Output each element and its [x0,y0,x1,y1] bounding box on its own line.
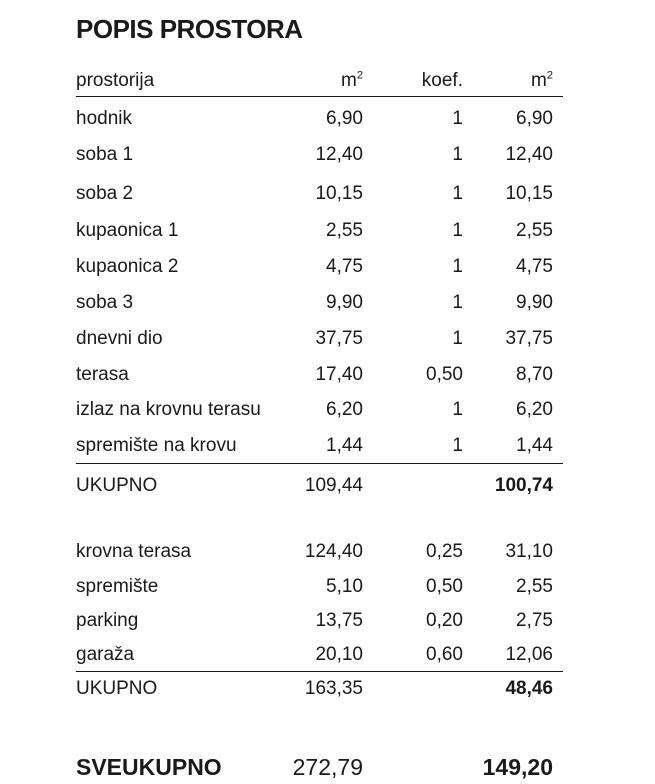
room-name: spremište na krovu [76,435,237,456]
table-row [76,216,563,246]
total-net: 100,74 [494,475,553,496]
room-koef: 1 [452,108,463,129]
room-koef: 1 [452,183,463,204]
table-row [76,288,563,318]
room-koef: 1 [452,292,463,313]
section1-divider [76,463,563,464]
room-name: parking [76,610,139,631]
room-area: 37,75 [315,328,363,349]
header-area: $m^2$ [341,69,363,91]
room-koef: 1 [452,399,463,420]
table-row [76,395,563,425]
room-area: 12,40 [315,144,363,165]
header-divider [76,96,563,97]
total-area: 109,44 [304,475,363,496]
table-row [76,179,563,209]
room-net: 2,55 [516,576,553,597]
room-name: krovna terasa [76,541,192,562]
room-net: 37,75 [505,328,553,349]
section2-divider [76,671,563,672]
room-net: 4,75 [516,256,553,277]
room-name: izlaz na krovnu terasu [76,399,261,420]
room-net: 12,40 [505,144,553,165]
page-title: POPIS PROSTORA [76,14,303,44]
room-koef: 0,25 [426,541,463,562]
room-net: 2,55 [516,220,553,241]
table-row [76,572,563,602]
room-name: kupaonica 2 [76,256,179,277]
room-koef: 1 [452,328,463,349]
room-area: 9,90 [326,292,363,313]
section2-total-row [76,674,563,704]
room-net: 8,70 [516,364,553,385]
section1-total-row [76,471,563,501]
room-koef: 0,50 [426,576,463,597]
room-net: 12,06 [505,644,553,665]
room-name: dnevni dio [76,328,163,349]
room-koef: 0,50 [426,364,463,385]
total-net: 48,46 [505,678,553,699]
total-label: UKUPNO [76,678,158,699]
room-area: 5,10 [326,576,363,597]
table-header [76,66,563,96]
room-area: 124,40 [304,541,363,562]
room-area: 17,40 [315,364,363,385]
room-name: hodnik [76,108,132,129]
room-area: 6,90 [326,108,363,129]
room-net: 6,90 [516,108,553,129]
room-area: 6,20 [326,399,363,420]
grand-total-net: 149,20 [482,754,553,780]
table-row [76,360,563,390]
room-koef: 1 [452,144,463,165]
room-net: 9,90 [516,292,553,313]
room-area: 13,75 [315,610,363,631]
room-name: soba 3 [76,292,134,313]
header-prostorija: prostorija [76,70,155,91]
room-koef: 0,60 [426,644,463,665]
room-net: 10,15 [505,183,553,204]
room-area: 10,15 [315,183,363,204]
table-row [76,104,563,134]
table-row [76,640,563,670]
room-name: terasa [76,364,129,385]
room-koef: 1 [452,435,463,456]
room-net: 6,20 [516,399,553,420]
table-row [76,252,563,282]
room-koef: 0,20 [426,610,463,631]
room-name: spremište [76,576,159,597]
room-name: kupaonica 1 [76,220,179,241]
grand-total-row [76,750,563,784]
table-row [76,140,563,170]
room-koef: 1 [452,256,463,277]
table-row [76,606,563,636]
header-koef: koef. [421,70,463,91]
room-name: soba 1 [76,144,134,165]
header-net-area: $m^2$ [531,69,553,91]
table-row [76,324,563,354]
room-koef: 1 [452,220,463,241]
room-area: 1,44 [326,435,363,456]
room-area: 2,55 [326,220,363,241]
room-area: 4,75 [326,256,363,277]
table-row [76,537,563,567]
table-row [76,431,563,461]
grand-total-label: SVEUKUPNO [76,754,222,780]
room-area: 20,10 [315,644,363,665]
room-name: soba 2 [76,183,134,204]
room-net: 2,75 [516,610,553,631]
total-area: 163,35 [304,678,363,699]
room-net: 1,44 [516,435,553,456]
total-label: UKUPNO [76,475,158,496]
grand-total-area: 272,79 [292,754,363,780]
room-name: garaža [76,644,135,665]
room-net: 31,10 [505,541,553,562]
